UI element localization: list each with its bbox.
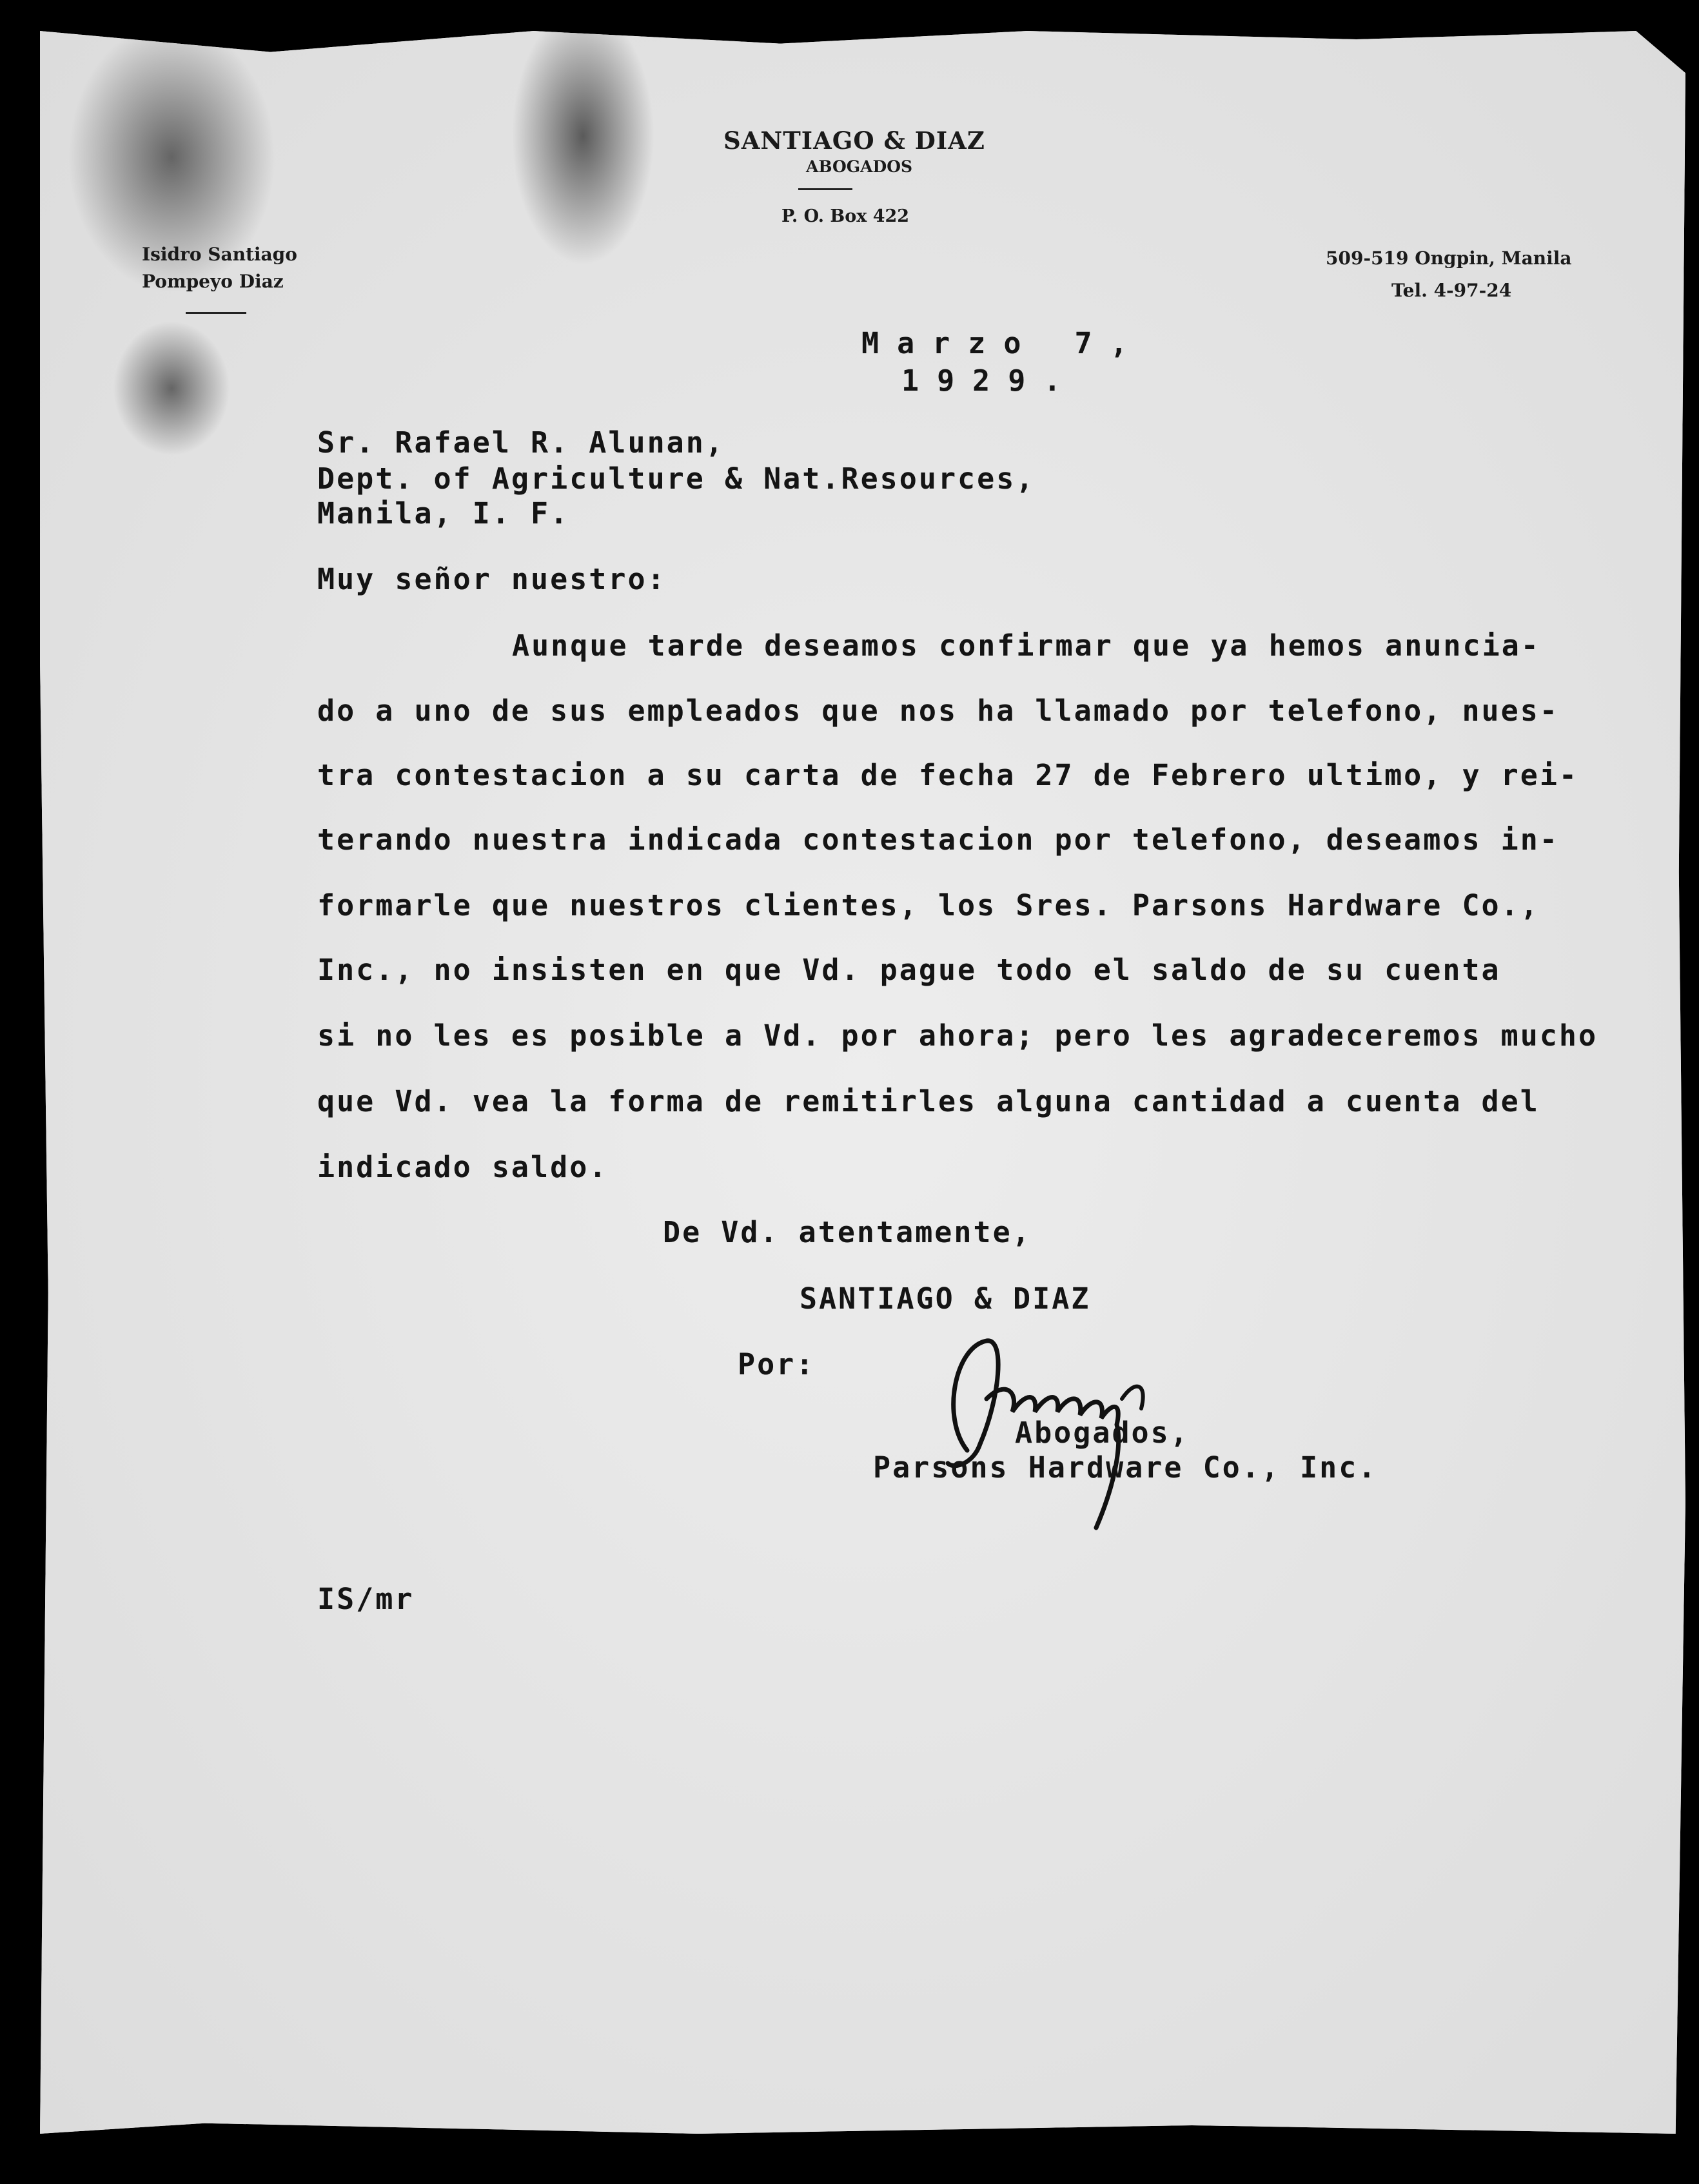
closing-role: Abogados, (1015, 1416, 1190, 1450)
closing-firm: SANTIAGO & DIAZ (800, 1282, 1091, 1316)
recipient-city: Manila, I. F. (317, 496, 570, 531)
partner-name: Isidro Santiago (142, 244, 297, 265)
letterhead-tel: Tel. 4-97-24 (1391, 280, 1512, 301)
closing-client: Parsons Hardware Co., Inc. (873, 1450, 1378, 1485)
recipient-department: Dept. of Agriculture & Nat.Resources, (317, 462, 1036, 496)
closing-por: Por: (738, 1347, 816, 1381)
salutation: Muy señor nuestro: (317, 562, 667, 596)
letterhead-po-box: P. O. Box 422 (781, 206, 910, 226)
body-line: formarle que nuestros clientes, los Sres. Parsons Hardware Co., (317, 888, 1540, 922)
body-line: terando nuestra indicada contestacion por telefono, deseamos in- (317, 823, 1559, 857)
body-line: si no les es posible a Vd. por ahora; pero les agradeceremos mucho (317, 1019, 1598, 1053)
date-month-day: Marzo 7, (861, 326, 1146, 360)
body-line: Aunque tarde deseamos confirmar que ya hemos anuncia- (512, 629, 1540, 663)
closing-valediction: De Vd. atentamente, (663, 1215, 1032, 1249)
typist-initials: IS/mr (317, 1582, 415, 1616)
body-line: do a uno de sus empleados que nos ha llamado por telefono, nues- (317, 694, 1559, 728)
recipient-name: Sr. Rafael R. Alunan, (317, 425, 725, 460)
partner-name: Pompeyo Diaz (142, 271, 284, 292)
partners-rule (186, 312, 246, 314)
letterhead-address: 509-519 Ongpin, Manila (1326, 248, 1572, 269)
letterhead-rule (798, 188, 852, 190)
date-year: 1929. (901, 364, 1079, 398)
body-line: Inc., no insisten en que Vd. pague todo el saldo de su cuenta (317, 953, 1501, 987)
body-line: indicado saldo. (317, 1150, 609, 1184)
letterhead-subtitle: ABOGADOS (806, 157, 913, 176)
body-line: que Vd. vea la forma de remitirles alguna cantidad a cuenta del (317, 1084, 1540, 1118)
letterhead-firm: SANTIAGO & DIAZ (723, 126, 985, 155)
body-line: tra contestacion a su carta de fecha 27 de Febrero ultimo, y rei- (317, 758, 1578, 792)
